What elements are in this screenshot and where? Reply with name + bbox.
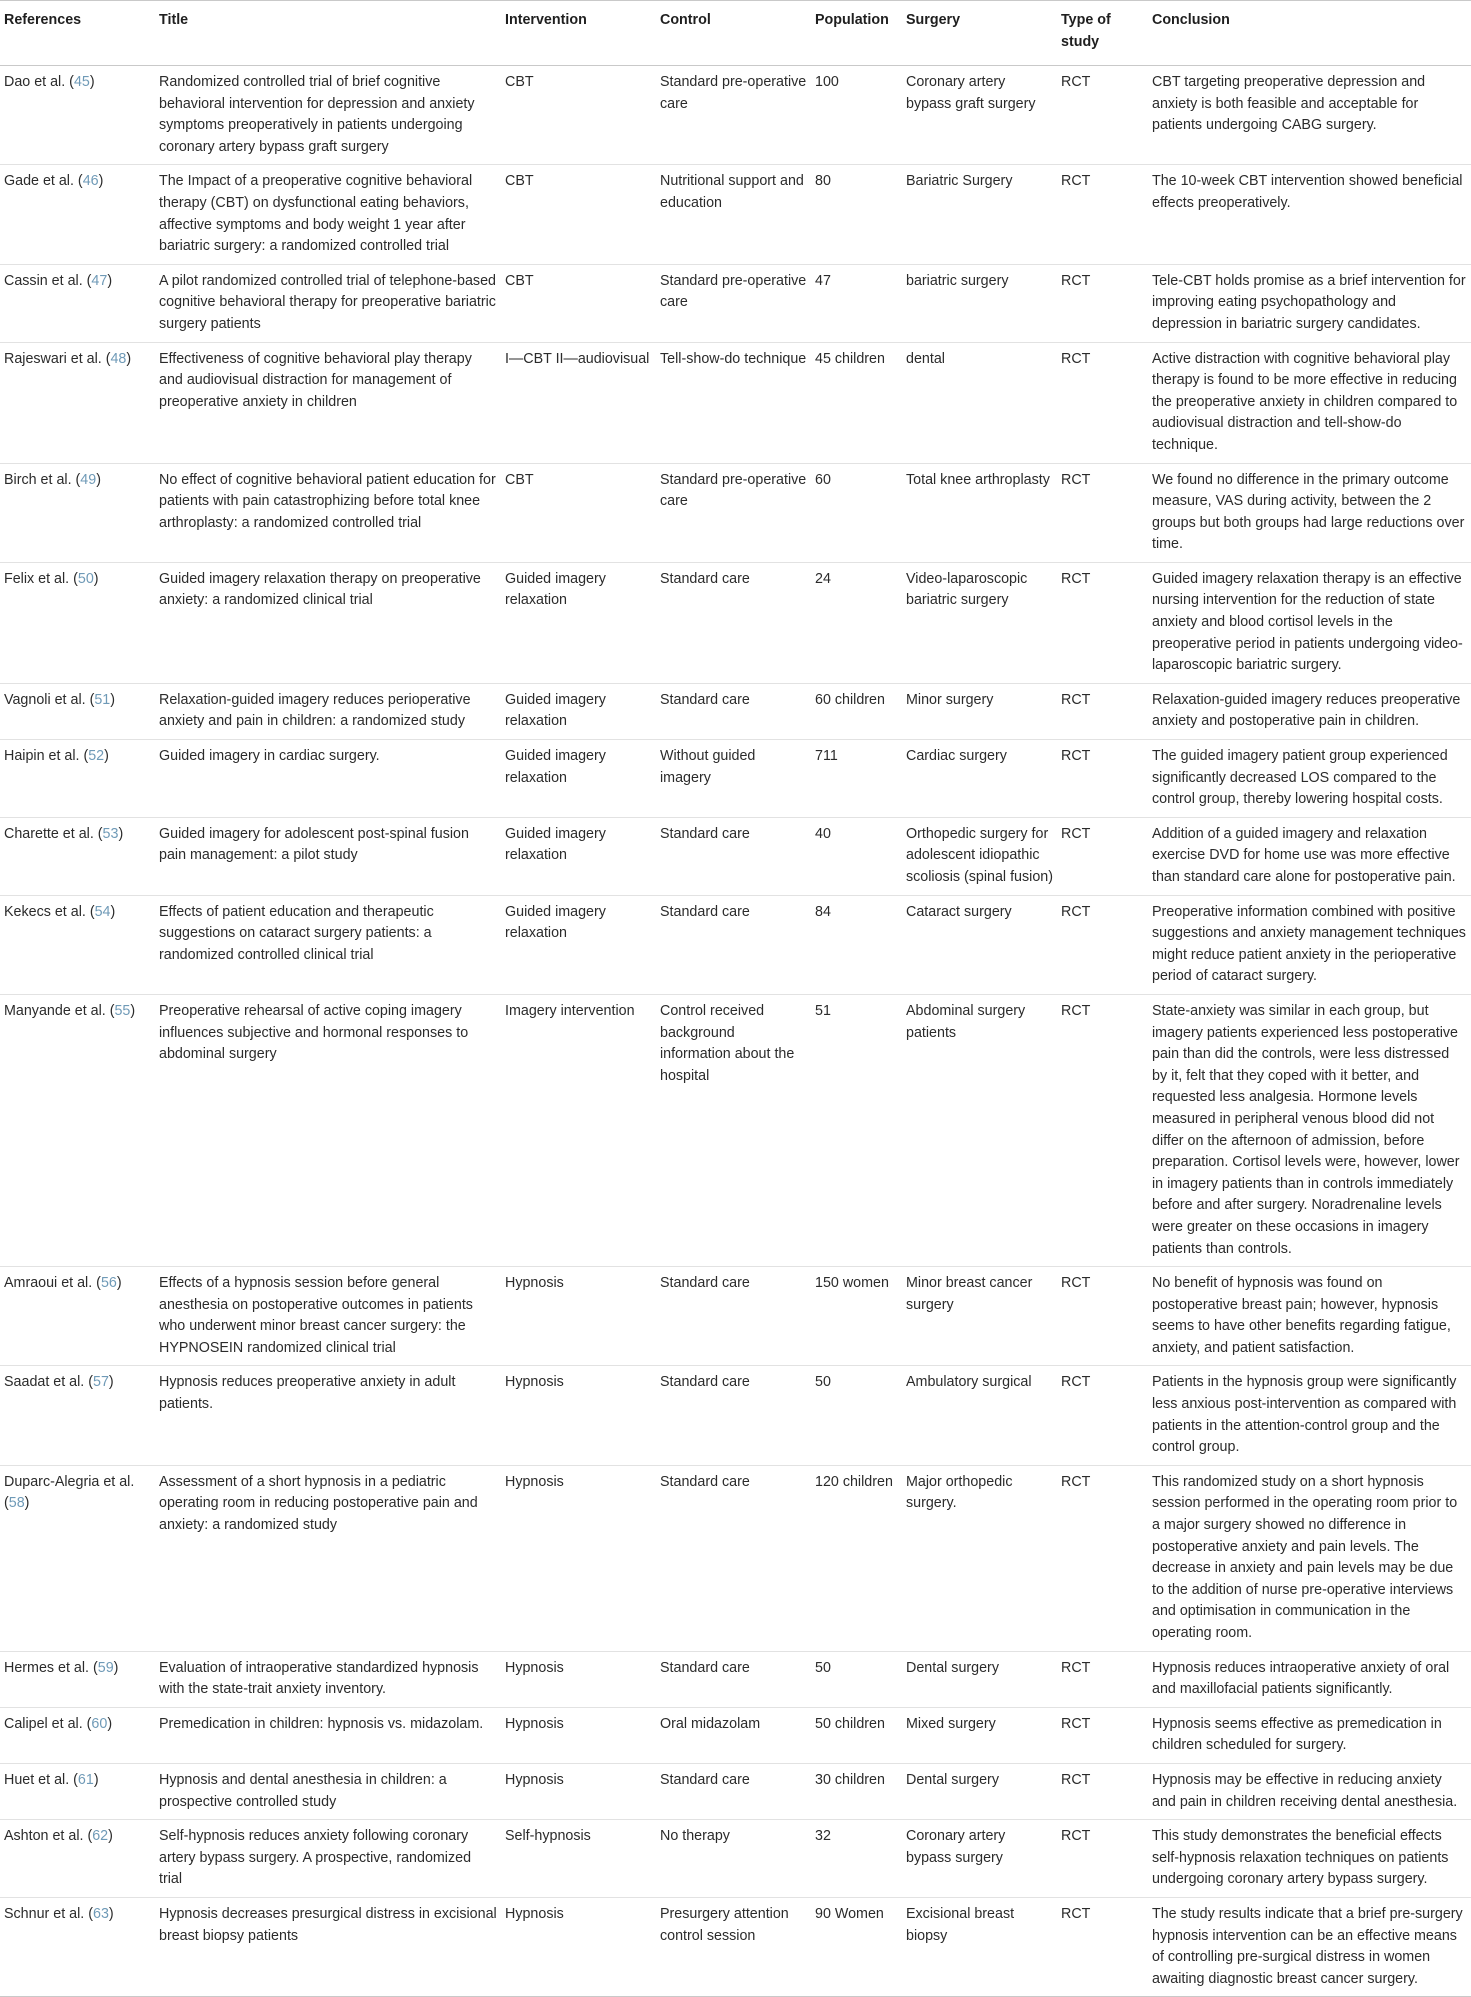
reference-author: Gade et al. (: [4, 173, 83, 190]
cell-control: Standard care: [660, 1771, 750, 1788]
reference-close-paren: ): [93, 1771, 99, 1788]
reference-author: Duparc-Alegria et al. (: [4, 1473, 135, 1512]
cell-type-of-study: RCT: [1061, 471, 1091, 488]
header-conclusion: Conclusion: [1152, 12, 1230, 28]
cell-intervention: Guided imagery relaxation: [505, 903, 606, 942]
reference-close-paren: ): [110, 903, 116, 920]
cell-surgery: Minor surgery: [906, 691, 994, 708]
cell-title: Relaxation-guided imagery reduces perioperative anxiety and pain in children: a randomized study: [159, 691, 471, 730]
reference-author: Dao et al. (: [4, 74, 74, 90]
cell-conclusion: We found no difference in the primary outcome measure, VAS during activity, between the 2 groups but both groups had large reductions over time.: [1152, 471, 1465, 553]
table-row: [0, 994, 1471, 1266]
cell-surgery: Coronary artery bypass surgery: [906, 1828, 1006, 1866]
cell-intervention: Self-hypnosis: [505, 1828, 591, 1845]
cell-intervention: CBT: [505, 173, 534, 190]
cell-reference: [0, 66, 155, 165]
cell-control: Standard care: [660, 1473, 750, 1490]
cell-surgery: bariatric surgery: [906, 272, 1009, 289]
cell-title: A pilot randomized controlled trial of telephone-based cognitive behavioral therapy for preoperative bariatric surgery patients: [159, 272, 496, 332]
table-row: [0, 562, 1471, 683]
reference-close-paren: ): [126, 350, 132, 367]
reference-close-paren: ): [104, 748, 109, 765]
cell-reference: [0, 342, 155, 463]
cell-surgery: Cataract surgery: [906, 903, 1012, 920]
table-row: [0, 1763, 1471, 1819]
header-surgery: Surgery: [906, 12, 961, 28]
cell-reference: [0, 1651, 155, 1707]
header-type-of-study: Type of study: [1061, 12, 1111, 50]
cell-surgery: Video-laparoscopic bariatric surgery: [906, 570, 1028, 609]
cell-intervention: CBT: [505, 74, 534, 90]
cell-control: Standard pre-operative care: [660, 471, 807, 510]
cell-control: Standard pre-operative care: [660, 272, 807, 311]
table-row: [0, 1651, 1471, 1707]
table-row: [0, 1820, 1471, 1898]
cell-intervention: CBT: [505, 272, 534, 289]
cell-intervention: Hypnosis: [505, 1715, 564, 1732]
cell-surgery: Cardiac surgery: [906, 748, 1007, 765]
cell-conclusion: Tele-CBT holds promise as a brief intervention for improving eating psychopathology and depression in bariatric surgery candidates.: [1152, 272, 1466, 332]
cell-type-of-study: RCT: [1061, 1905, 1091, 1922]
reference-author: Vagnoli et al. (: [4, 691, 95, 708]
cell-control: Standard care: [660, 903, 750, 920]
cell-title: Assessment of a short hypnosis in a pediatric operating room in reducing postoperative pain and anxiety: a randomized study: [159, 1473, 478, 1534]
cell-type-of-study: RCT: [1061, 1715, 1091, 1732]
reference-close-paren: ): [130, 1002, 136, 1019]
cell-reference: [0, 683, 155, 739]
cell-conclusion: Active distraction with cognitive behavioral play therapy is found to be more effective in reducing the preoperative anxiety in children compared to audiovisual distraction and tell-show-do technique.: [1152, 350, 1458, 453]
cell-control: Control received background information about the hospital: [660, 1002, 795, 1084]
cell-title: Hypnosis decreases presurgical distress in excisional breast biopsy patients: [159, 1905, 497, 1944]
reference-close-paren: ): [113, 1659, 119, 1676]
table-row: [0, 342, 1471, 463]
reference-close-paren: ): [108, 1828, 113, 1845]
cell-conclusion: Preoperative information combined with positive suggestions and anxiety management techniques might reduce patient anxiety in the perioperative period of cataract surgery.: [1152, 903, 1466, 985]
cell-surgery: Mixed surgery: [906, 1715, 996, 1732]
cell-type-of-study: RCT: [1061, 1374, 1091, 1391]
table-row: [0, 1707, 1471, 1763]
cell-control: Standard care: [660, 1374, 750, 1391]
cell-reference: [0, 1820, 155, 1898]
cell-conclusion: This study demonstrates the beneficial effects self-hypnosis relaxation techniques on patients undergoing coronary artery bypass surgery.: [1152, 1828, 1449, 1888]
reference-citation-link[interactable]: 61: [77, 1771, 94, 1788]
reference-author: Charette et al. (: [4, 825, 103, 842]
cell-type-of-study: RCT: [1061, 1659, 1091, 1676]
cell-title: Guided imagery in cardiac surgery.: [159, 748, 380, 765]
reference-citation-link[interactable]: 50: [77, 570, 94, 587]
cell-reference: [0, 165, 155, 264]
reference-close-paren: ): [96, 471, 101, 488]
cell-population: 47: [815, 272, 831, 289]
cell-title: Evaluation of intraoperative standardized hypnosis with the state-trait anxiety inventory.: [159, 1659, 479, 1698]
cell-population: 50 children: [815, 1715, 885, 1732]
cell-reference: [0, 1763, 155, 1819]
cell-conclusion: Relaxation-guided imagery reduces preoperative anxiety and postoperative pain in children.: [1152, 691, 1461, 730]
cell-intervention: Hypnosis: [505, 1659, 564, 1676]
cell-type-of-study: RCT: [1061, 570, 1091, 587]
cell-conclusion: Addition of a guided imagery and relaxation exercise DVD for home use was more effective than standard care alone for postoperative pain.: [1152, 825, 1456, 885]
header-population: Population: [815, 12, 889, 28]
cell-title: Preoperative rehearsal of active coping imagery influences subjective and hormonal responses to abdominal surgery: [159, 1002, 469, 1063]
cell-intervention: I—CBT II—audiovisual: [505, 350, 650, 367]
table-row: [0, 1267, 1471, 1366]
cell-title: Effects of patient education and therapeutic suggestions on cataract surgery patients: a randomized controlled clinical trial: [159, 903, 434, 963]
reference-close-paren: ): [118, 825, 124, 842]
cell-intervention: Hypnosis: [505, 1374, 564, 1391]
cell-reference: [0, 1897, 155, 1996]
cell-population: 84: [815, 903, 831, 920]
reference-close-paren: ): [110, 691, 116, 708]
cell-control: Oral midazolam: [660, 1715, 761, 1732]
cell-type-of-study: RCT: [1061, 1828, 1091, 1845]
cell-intervention: Guided imagery relaxation: [505, 748, 606, 786]
reference-close-paren: ): [24, 1495, 30, 1512]
table-row: [0, 165, 1471, 264]
cell-intervention: Imagery intervention: [505, 1002, 635, 1019]
table-row: [0, 463, 1471, 562]
reference-author: Amraoui et al. (: [4, 1275, 101, 1292]
reference-citation-link[interactable]: 47: [91, 272, 108, 289]
cell-intervention: Hypnosis: [505, 1473, 564, 1490]
cell-type-of-study: RCT: [1061, 825, 1091, 842]
cell-type-of-study: RCT: [1061, 748, 1091, 765]
cell-title: The Impact of a preoperative cognitive behavioral therapy (CBT) on dysfunctional eating behaviors, affective symptoms and body weight 1 year after bariatric surgery: a randomized controlled trial: [159, 173, 473, 255]
cell-control: Standard care: [660, 825, 750, 842]
cell-conclusion: No benefit of hypnosis was found on postoperative breast pain; however, hypnosis seems to have other benefits regarding fatigue, anxiety, and patient satisfaction.: [1152, 1275, 1451, 1356]
cell-population: 80: [815, 173, 831, 190]
cell-population: 40: [815, 825, 831, 842]
cell-population: 150 women: [815, 1275, 889, 1292]
reference-close-paren: ): [116, 1275, 122, 1292]
cell-type-of-study: RCT: [1061, 74, 1091, 90]
cell-control: No therapy: [660, 1828, 730, 1845]
reference-close-paren: ): [98, 173, 104, 190]
reference-author: Cassin et al. (: [4, 272, 92, 289]
cell-surgery: Total knee arthroplasty: [906, 471, 1050, 488]
cell-conclusion: The guided imagery patient group experienced significantly decreased LOS compared to the control group, thereby lowering hospital costs.: [1152, 748, 1448, 808]
reference-author: Haipin et al. (: [4, 748, 89, 765]
cell-conclusion: Guided imagery relaxation therapy is an effective nursing intervention for the reduction of state anxiety and blood cortisol levels in the preoperative period in patients undergoing video-laparoscopic bariatric surgery.: [1152, 570, 1463, 674]
cell-reference: [0, 817, 155, 895]
cell-population: 51: [815, 1002, 831, 1019]
reference-citation-link[interactable]: 55: [114, 1002, 131, 1019]
table-header: [0, 1, 1471, 66]
reference-author: Kekecs et al. (: [4, 903, 95, 920]
reference-citation-link[interactable]: 62: [92, 1828, 109, 1845]
cell-control: Standard care: [660, 1659, 750, 1676]
cell-population: 90 Women: [815, 1905, 884, 1922]
cell-surgery: Dental surgery: [906, 1659, 999, 1676]
header-control: Control: [660, 12, 711, 28]
cell-surgery: Coronary artery bypass graft surgery: [906, 74, 1036, 112]
cell-conclusion: Hypnosis seems effective as premedication in children scheduled for surgery.: [1152, 1715, 1442, 1754]
cell-reference: [0, 740, 155, 818]
cell-reference: [0, 1366, 155, 1465]
reference-close-paren: ): [93, 570, 99, 587]
cell-type-of-study: RCT: [1061, 1771, 1091, 1788]
cell-surgery: Abdominal surgery patients: [906, 1002, 1026, 1041]
cell-intervention: Guided imagery relaxation: [505, 570, 606, 609]
table-row: [0, 683, 1471, 739]
reference-citation-link[interactable]: 53: [102, 825, 119, 842]
cell-control: Standard pre-operative care: [660, 74, 807, 112]
reference-author: Huet et al. (: [4, 1771, 78, 1788]
cell-surgery: Major orthopedic surgery.: [906, 1473, 1013, 1512]
cell-title: Premedication in children: hypnosis vs. midazolam.: [159, 1715, 484, 1732]
cell-reference: [0, 562, 155, 683]
reference-author: Manyande et al. (: [4, 1002, 115, 1019]
cell-population: 60 children: [815, 691, 885, 708]
cell-type-of-study: RCT: [1061, 350, 1091, 367]
cell-surgery: Minor breast cancer surgery: [906, 1275, 1033, 1313]
header-references: References: [4, 12, 82, 28]
header-title: Title: [159, 12, 189, 28]
cell-surgery: Ambulatory surgical: [906, 1374, 1032, 1391]
reference-citation-link[interactable]: 54: [94, 903, 111, 920]
cell-conclusion: State-anxiety was similar in each group, but imagery patients experienced less postoperative pain than did the controls, were less distressed by it, felt that they coped with it better, and requested less analgesia. Hormone levels measured in peripheral venous blood did not differ on the afternoon of admission, before preparation. Cortisol levels were, however, lower in imagery patients than in controls immediately before and after surgery. Noradrenaline levels were greater on these occasions in imagery patients than controls.: [1152, 1002, 1460, 1257]
cell-population: 100: [815, 74, 839, 90]
cell-title: Effectiveness of cognitive behavioral play therapy and audiovisual distraction for management of preoperative anxiety in children: [159, 350, 472, 410]
cell-type-of-study: RCT: [1061, 173, 1091, 190]
table-row: [0, 1897, 1471, 1996]
table-row: [0, 264, 1471, 342]
cell-population: 24: [815, 570, 831, 587]
reference-citation-link[interactable]: 57: [93, 1374, 109, 1391]
table-row: [0, 740, 1471, 818]
cell-surgery: Bariatric Surgery: [906, 173, 1013, 190]
cell-reference: [0, 463, 155, 562]
cell-conclusion: Hypnosis reduces intraoperative anxiety of oral and maxillofacial patients significantly.: [1152, 1659, 1450, 1698]
reference-close-paren: ): [107, 272, 113, 289]
cell-conclusion: This randomized study on a short hypnosis session performed in the operating room prior to a major surgery showed no difference in postoperative anxiety and pain levels. The decrease in anxiety and pain levels may be due to the addition of nurse pre-operative interviews and optimisation in communication in the operating room.: [1152, 1473, 1458, 1641]
reference-author: Rajeswari et al. (: [4, 350, 111, 367]
reference-citation-link[interactable]: 45: [73, 74, 90, 90]
cell-title: Guided imagery for adolescent post-spinal fusion pain management: a pilot study: [159, 825, 469, 864]
reference-close-paren: ): [107, 1715, 113, 1732]
cell-intervention: Guided imagery relaxation: [505, 825, 606, 864]
reference-close-paren: ): [89, 74, 95, 90]
reference-citation-link[interactable]: 49: [80, 471, 97, 488]
cell-intervention: Hypnosis: [505, 1275, 564, 1292]
cell-title: Hypnosis and dental anesthesia in children: a prospective controlled study: [159, 1771, 447, 1810]
reference-author: Hermes et al. (: [4, 1659, 98, 1676]
cell-population: 45 children: [815, 350, 885, 367]
cell-type-of-study: RCT: [1061, 1473, 1091, 1490]
cell-reference: [0, 264, 155, 342]
cell-conclusion: The 10-week CBT intervention showed beneficial effects preoperatively.: [1152, 173, 1463, 211]
table-row: [0, 66, 1471, 165]
cell-surgery: Dental surgery: [906, 1771, 999, 1788]
cell-control: Standard care: [660, 1275, 750, 1292]
reference-author: Ashton et al. (: [4, 1828, 93, 1845]
cell-title: No effect of cognitive behavioral patient education for patients with pain catastrophizing before total knee arthroplasty: a randomized controlled trial: [159, 471, 496, 531]
cell-title: Effects of a hypnosis session before general anesthesia on postoperative outcomes in patients who underwent minor breast cancer surgery: the HYPNOSEIN randomized clinical trial: [159, 1275, 473, 1356]
header-row: [0, 1, 1471, 66]
header-intervention: Intervention: [505, 12, 587, 28]
cell-reference: [0, 895, 155, 994]
cell-reference: [0, 1707, 155, 1763]
cell-title: Randomized controlled trial of brief cognitive behavioral intervention for depression and anxiety symptoms preoperatively in patients undergoing coronary artery bypass graft surgery: [159, 74, 475, 155]
cell-population: 120 children: [815, 1473, 893, 1490]
cell-title: Hypnosis reduces preoperative anxiety in adult patients.: [159, 1374, 456, 1413]
cell-population: 711: [815, 748, 838, 765]
cell-intervention: Guided imagery relaxation: [505, 691, 606, 730]
reference-author: Calipel et al. (: [4, 1715, 92, 1732]
cell-surgery: Orthopedic surgery for adolescent idiopathic scoliosis (spinal fusion): [906, 825, 1053, 885]
reference-close-paren: ): [108, 1374, 114, 1391]
cell-population: 30 children: [815, 1771, 885, 1788]
cell-surgery: dental: [906, 350, 945, 367]
cell-control: Standard care: [660, 691, 750, 708]
reference-citation-link[interactable]: 51: [94, 691, 111, 708]
cell-population: 32: [815, 1828, 831, 1845]
reference-citation-link[interactable]: 48: [110, 350, 127, 367]
cell-intervention: Hypnosis: [505, 1771, 564, 1788]
reference-citation-link[interactable]: 46: [82, 173, 99, 190]
cell-title: Self-hypnosis reduces anxiety following coronary artery bypass surgery. A prospective, randomized trial: [159, 1828, 472, 1888]
cell-intervention: Hypnosis: [505, 1905, 564, 1922]
cell-control: Presurgery attention control session: [660, 1905, 789, 1944]
cell-type-of-study: RCT: [1061, 1002, 1091, 1019]
cell-control: Nutritional support and education: [660, 173, 804, 211]
reference-citation-link[interactable]: 52: [88, 748, 105, 765]
reference-author: Saadat et al. (: [4, 1374, 94, 1391]
cell-conclusion: Patients in the hypnosis group were significantly less anxious post-intervention as compared with patients in the attention-control group and the control group.: [1152, 1374, 1457, 1456]
reference-citation-link[interactable]: 56: [100, 1275, 117, 1292]
reference-author: Felix et al. (: [4, 570, 78, 587]
reference-author: Schnur et al. (: [4, 1905, 93, 1922]
reference-author: Birch et al. (: [4, 471, 81, 488]
cell-type-of-study: RCT: [1061, 903, 1091, 920]
reference-citation-link[interactable]: 60: [91, 1715, 108, 1732]
cell-conclusion: Hypnosis may be effective in reducing anxiety and pain in children receiving dental anesthesia.: [1152, 1771, 1458, 1810]
cell-population: 60: [815, 471, 831, 488]
cell-population: 50: [815, 1374, 831, 1391]
cell-title: Guided imagery relaxation therapy on preoperative anxiety: a randomized clinical trial: [159, 570, 481, 609]
cell-surgery: Excisional breast biopsy: [906, 1905, 1015, 1944]
cell-conclusion: The study results indicate that a brief pre-surgery hypnosis intervention can be an effective means of controlling pre-surgical distress in women awaiting diagnostic breast cancer surgery.: [1152, 1905, 1463, 1987]
cell-control: Without guided imagery: [660, 748, 756, 786]
table-body: [0, 66, 1471, 1997]
cell-intervention: CBT: [505, 471, 534, 488]
cell-type-of-study: RCT: [1061, 691, 1091, 708]
cell-type-of-study: RCT: [1061, 1275, 1091, 1292]
cell-reference: [0, 994, 155, 1266]
table-row: [0, 1465, 1471, 1651]
cell-reference: [0, 1465, 155, 1651]
reference-citation-link[interactable]: 58: [8, 1495, 25, 1512]
cell-control: Tell-show-do technique: [660, 350, 807, 367]
cell-control: Standard care: [660, 570, 750, 587]
reference-citation-link[interactable]: 59: [97, 1659, 114, 1676]
cell-reference: [0, 1267, 155, 1366]
cell-type-of-study: RCT: [1061, 272, 1091, 289]
reference-citation-link[interactable]: 63: [93, 1905, 109, 1922]
table-row: [0, 895, 1471, 994]
reference-close-paren: ): [108, 1905, 114, 1922]
table-row: [0, 817, 1471, 895]
table-row: [0, 1366, 1471, 1465]
cell-population: 50: [815, 1659, 831, 1676]
cell-conclusion: CBT targeting preoperative depression and anxiety is both feasible and acceptable for patients undergoing CABG surgery.: [1152, 74, 1426, 134]
